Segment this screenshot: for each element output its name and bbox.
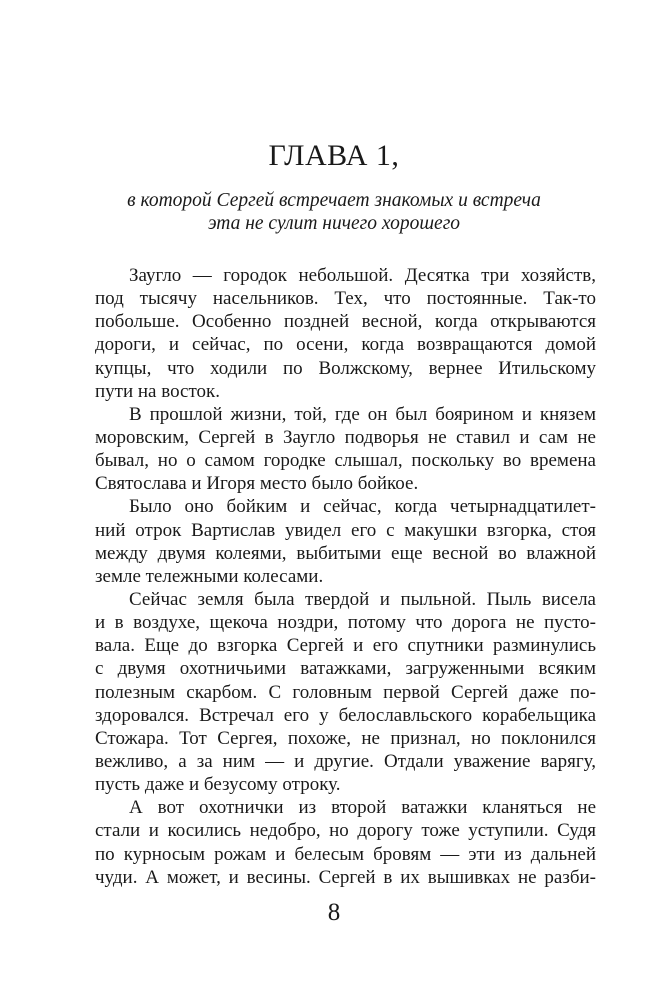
text-line: полезным скарбом. С головным первой Сергей даже по- xyxy=(95,681,596,703)
text-line: Стожара. Тот Сергея, похоже, не признал, но поклонился xyxy=(95,727,596,749)
text-line: пусть даже и безусому отроку. xyxy=(95,774,341,796)
body-text xyxy=(95,264,596,889)
text-line: бывал, но о самом городке слышал, поскольку во времена xyxy=(95,450,596,472)
subtitle-line: эта не сулит ничего хорошего xyxy=(207,213,461,234)
text-line: чуди. А может, и весины. Сергей в их вышивках не разби- xyxy=(95,866,596,888)
text-line: В прошлой жизни, той, где он был боярином и князем xyxy=(129,403,596,425)
text-line: с двумя охотничьими ватажками, загруженными всяким xyxy=(95,658,596,680)
text-line: вала. Еще до взгорка Сергей и его спутники разминулись xyxy=(95,635,596,657)
text-line: А вот охотнички из второй ватажки кланяться не xyxy=(129,797,596,819)
text-line: и в воздухе, щекоча ноздри, потому что дорога не пусто- xyxy=(95,612,596,634)
text-line: Заугло — городок небольшой. Десятка три хозяйств, xyxy=(129,265,596,286)
text-line: здоровался. Встречал его у белославльского корабельщика xyxy=(95,704,596,726)
text-line: между двумя колеями, выбитыми еще весной во влажной xyxy=(95,542,596,564)
page-number: 8 xyxy=(327,899,341,926)
text-line: Сейчас земля была твердой и пыльной. Пыль висела xyxy=(129,588,596,610)
chapter-title: ГЛАВА 1, xyxy=(268,139,400,172)
text-line: стали и косились недобро, но дорогу тоже уступили. Судя xyxy=(95,820,596,842)
text-line: земле тележными колесами. xyxy=(95,565,324,587)
text-line: по курносым рожам и белесым бровям — эти из дальней xyxy=(95,843,596,865)
text-line: купцы, что ходили по Волжскому, вернее Итильскому xyxy=(95,357,596,379)
text-line: Было оно бойким и сейчас, когда четырнадцатилет- xyxy=(129,496,596,518)
text-line: под тысячу насельников. Тех, что постоянные. Так-то xyxy=(95,288,596,310)
text-line: моровским, Сергей в Заугло подворья не ставил и сам не xyxy=(95,426,596,448)
chapter-subtitle xyxy=(100,189,568,235)
subtitle-line: в которой Сергей встречает знакомых и встреча xyxy=(127,190,541,211)
text-line: пути на восток. xyxy=(95,380,221,402)
text-line: вежливо, а за ним — и другие. Отдали уважение варягу, xyxy=(95,750,596,772)
text-line: Святослава и Игоря место было бойкое. xyxy=(95,473,419,495)
text-line: дороги, и сейчас, по осени, когда возвращаются домой xyxy=(95,334,596,356)
text-line: побольше. Особенно поздней весной, когда открываются xyxy=(95,311,596,333)
text-line: ний отрок Вартислав увидел его с макушки взгорка, стоя xyxy=(95,519,596,541)
